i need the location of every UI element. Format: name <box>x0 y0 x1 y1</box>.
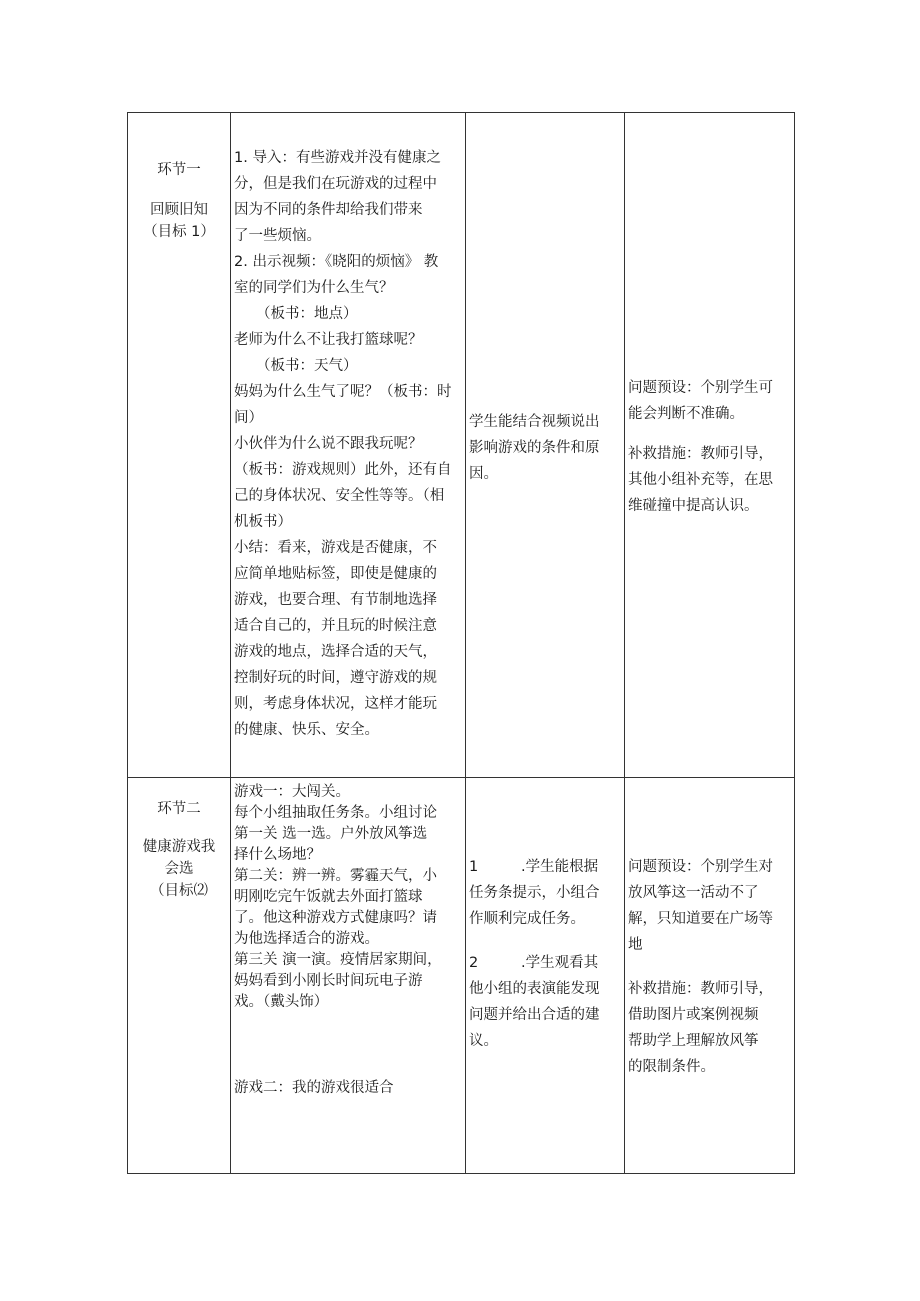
process-line: 机板书） <box>234 514 292 530</box>
student-line: 他小组的表演能发现 <box>469 981 600 997</box>
stage-name: 环节二 <box>157 801 201 817</box>
stage-cell <box>128 113 231 778</box>
table-row <box>128 778 795 1174</box>
process-line: 妈妈为什么生气了呢？（板书：时 <box>234 384 452 400</box>
process-line: 每个小组抽取任务条。小组讨论 <box>234 805 437 821</box>
process-line: 游戏的地点，选择合适的天气， <box>234 644 437 660</box>
process-line: （板书：天气） <box>256 358 358 374</box>
process-line: 戏。（戴头饰） <box>234 994 329 1010</box>
student-item-number: 1 <box>469 859 479 875</box>
support-line: 补救措施：教师引导， <box>628 981 773 997</box>
process-line: 小结：看来，游戏是否健康，不 <box>234 540 437 556</box>
student-cell <box>466 778 625 1174</box>
process-cell <box>231 113 466 778</box>
support-line: 放风筝这一活动不了 <box>628 885 759 901</box>
process-line: 则，考虑身体状况，这样才能玩 <box>234 696 437 712</box>
support-line: 问题预设：个别学生可 <box>628 380 773 396</box>
student-line: .学生能根据 <box>521 859 599 875</box>
student-line: 作顺利完成任务。 <box>469 911 585 927</box>
stage-goal: （目标⑵ <box>150 883 208 899</box>
support-line: 问题预设：个别学生对 <box>628 859 773 875</box>
support-line: 的限制条件。 <box>628 1059 715 1075</box>
process-line: （板书：地点） <box>256 306 358 322</box>
process-line: 因为不同的条件却给我们带来 <box>234 202 423 218</box>
stage-title-line2: 会选 <box>164 861 194 877</box>
support-line: 能会判断不准确。 <box>628 406 744 422</box>
student-line: 因。 <box>469 466 498 482</box>
support-line: 借助图片或案例视频 <box>628 1007 759 1023</box>
support-line: 地 <box>628 937 643 953</box>
process-line: 分，但是我们在玩游戏的过程中 <box>234 176 437 192</box>
process-line: 的健康、快乐、安全。 <box>234 722 379 738</box>
stage-goal: （目标 1） <box>143 224 215 240</box>
student-cell <box>466 113 625 778</box>
process-line: 了。他这种游戏方式健康吗？请 <box>234 910 437 926</box>
stage-cell <box>128 778 231 1174</box>
process-line: 2. 出示视频：《晓阳的烦恼》 教 <box>234 254 439 270</box>
student-item-number: 2 <box>469 955 479 971</box>
process-line: 己的身体状况、安全性等等。（相 <box>234 488 445 504</box>
process-line: 了一些烦恼。 <box>234 228 321 244</box>
student-line: .学生观看其 <box>521 955 599 971</box>
support-cell <box>625 778 795 1174</box>
support-line: 维碰撞中提高认识。 <box>628 498 759 514</box>
support-line: 其他小组补充等，在思 <box>628 472 773 488</box>
support-line: 补救措施：教师引导， <box>628 446 773 462</box>
process-line: 老师为什么不让我打篮球呢？ <box>234 332 423 348</box>
process-line: 择什么场地？ <box>234 847 321 863</box>
process-line: 妈妈看到小刚长时间玩电子游 <box>234 973 423 989</box>
student-line: 任务条提示，小组合 <box>469 885 600 901</box>
stage-name: 环节一 <box>157 162 201 178</box>
lesson-plan-table <box>127 112 795 1174</box>
process-line: 第二关：辨一辨。雾霾天气，小 <box>234 868 437 884</box>
process-line: 室的同学们为什么生气？ <box>234 280 394 296</box>
process-line: 应简单地贴标签，即使是健康的 <box>234 566 437 582</box>
process-line: 控制好玩的时间，遵守游戏的规 <box>234 670 437 686</box>
process-line: 小伙伴为什么说不跟我玩呢？ <box>234 436 423 452</box>
process-line: 为他选择适合的游戏。 <box>234 931 379 947</box>
process-line: 适合自己的，并且玩的时候注意 <box>234 618 437 634</box>
support-cell <box>625 113 795 778</box>
stage-title: 回顾旧知 <box>150 202 208 218</box>
process-line: 游戏二：我的游戏很适合 <box>234 1080 394 1096</box>
process-line: 游戏，也要合理、有节制地选择 <box>234 592 437 608</box>
support-line: 帮助学上理解放风筝 <box>628 1033 759 1049</box>
process-line: 第三关 演一演。疫情居家期间， <box>234 952 442 968</box>
process-line: 第一关 选一选。户外放风筝选 <box>234 826 428 842</box>
process-line: （板书：游戏规则）此外，还有自 <box>234 462 452 478</box>
table-row <box>128 113 795 778</box>
student-line: 问题并给出合适的建 <box>469 1007 600 1023</box>
support-line: 解，只知道要在广场等 <box>628 911 773 927</box>
process-line: 间） <box>234 410 263 426</box>
process-line: 明刚吃完午饭就去外面打篮球 <box>234 889 423 905</box>
student-line: 议。 <box>469 1033 498 1049</box>
student-line: 学生能结合视频说出 <box>469 414 600 430</box>
process-line: 游戏一：大闯关。 <box>234 784 350 800</box>
process-cell <box>231 778 466 1174</box>
process-line: 1. 导入：有些游戏并没有健康之 <box>234 150 441 166</box>
student-line: 影响游戏的条件和原 <box>469 440 600 456</box>
stage-title: 健康游戏我 <box>142 839 216 855</box>
